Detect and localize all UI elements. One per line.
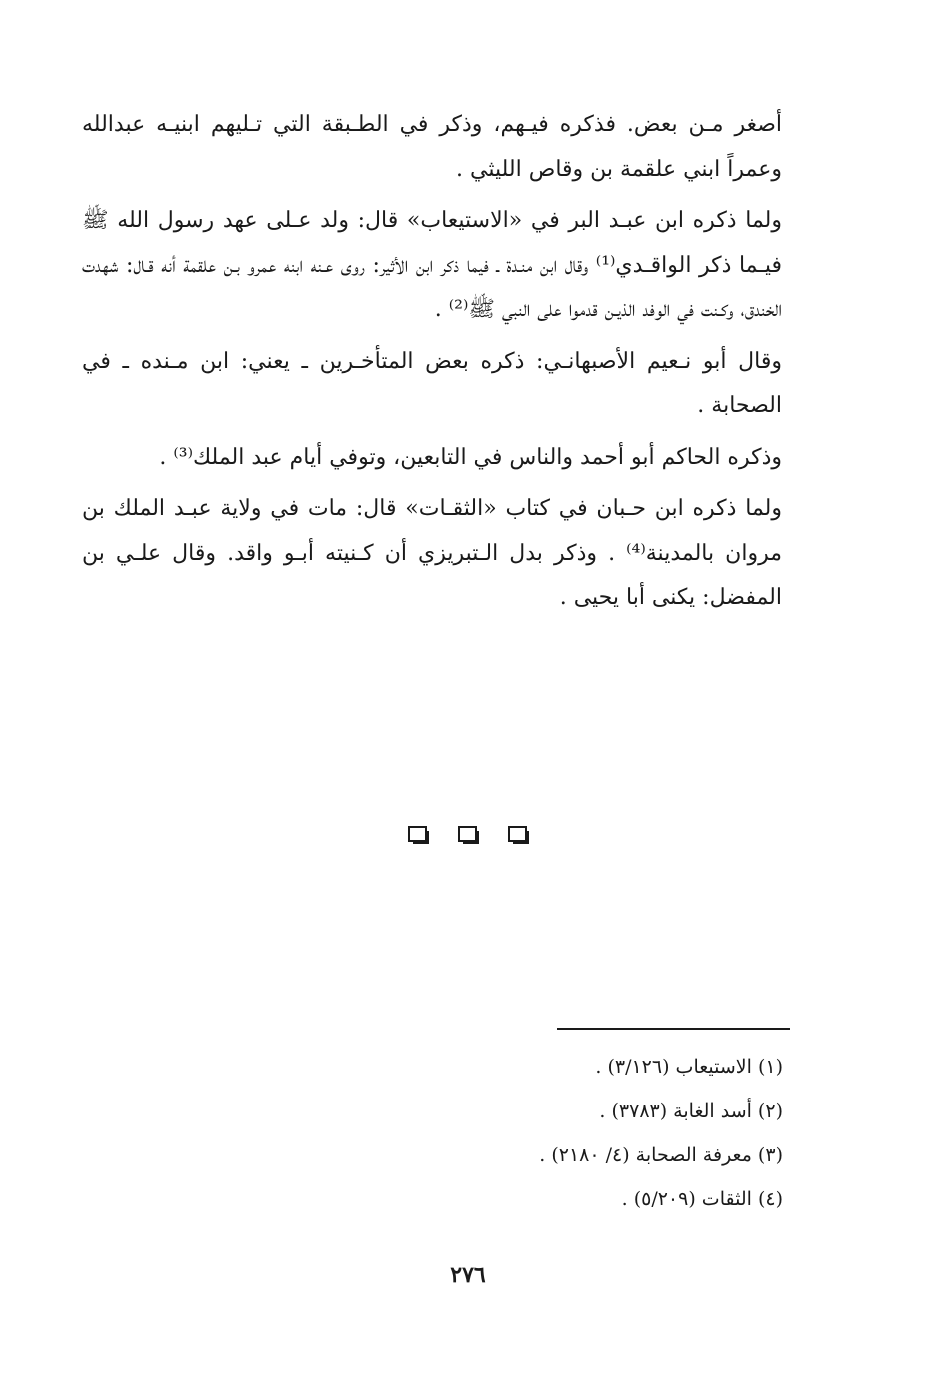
main-text bbox=[82, 103, 782, 628]
ornament-square-icon bbox=[408, 826, 428, 842]
paragraph-1: أصغر مـن بعض. فذكره فيـهم، وذكر في الطـبقة التي تـليهم ابنيـه عبدالله وعمراً ابني علقمة بن وقاص الليثي . bbox=[82, 112, 782, 182]
footnote-4: (٤) الثقات (٥/٢٠٩) . bbox=[621, 1188, 783, 1210]
ornament-square-icon bbox=[458, 826, 478, 842]
page-number: ٢٧٦ bbox=[450, 1262, 486, 1288]
footnote-1: (١) الاستيعاب (٣/١٢٦) . bbox=[595, 1056, 783, 1078]
footnotes bbox=[400, 1045, 783, 1221]
ornament-square-icon bbox=[508, 826, 528, 842]
footnote-divider bbox=[557, 1028, 790, 1030]
footnote-3: (٣) معرفة الصحابة (٤/ ٢١٨٠) . bbox=[539, 1144, 783, 1166]
paragraph-5: ولما ذكره ابن حـبان في كتاب «الثقـات» قال: مات في ولاية عبـد الملك بن مروان بالمدينة⁽⁴⁾ . وذكر بدل الـتبريزي أن كـنيته أبـو واقد. وقال علـي بن المفضل: يكنى أبا يحيى . bbox=[82, 496, 782, 610]
paragraph-2: ولما ذكره ابن عبـد البر في «الاستيعاب» قال: ولد عـلى عهد رسول الله ﷺ فيـما ذكر الواقـدي⁽¹⁾ وقال ابن منـدة ـ فيما ذكر ابن الأثير: روى عـنه ابنه عمرو بـن علقمة أنه قـال: شهدت الخندق، وكـنت في الوفد الذيـن قدموا على النبي ﷺ⁽²⁾ . bbox=[82, 208, 782, 322]
section-ornament-icon bbox=[0, 826, 936, 842]
paragraph-4: وذكره الحاكم أبو أحمد والناس في التابعين، وتوفي أيام عبد الملك⁽³⁾ . bbox=[159, 444, 782, 470]
paragraph-3: وقال أبو نـعيم الأصبهانـي: ذكره بعض المتأخـرين ـ يعني: ابن مـنده ـ في الصحابة . bbox=[82, 348, 782, 418]
footnote-2: (٢) أسد الغابة (٣٧٨٣) . bbox=[599, 1100, 783, 1122]
